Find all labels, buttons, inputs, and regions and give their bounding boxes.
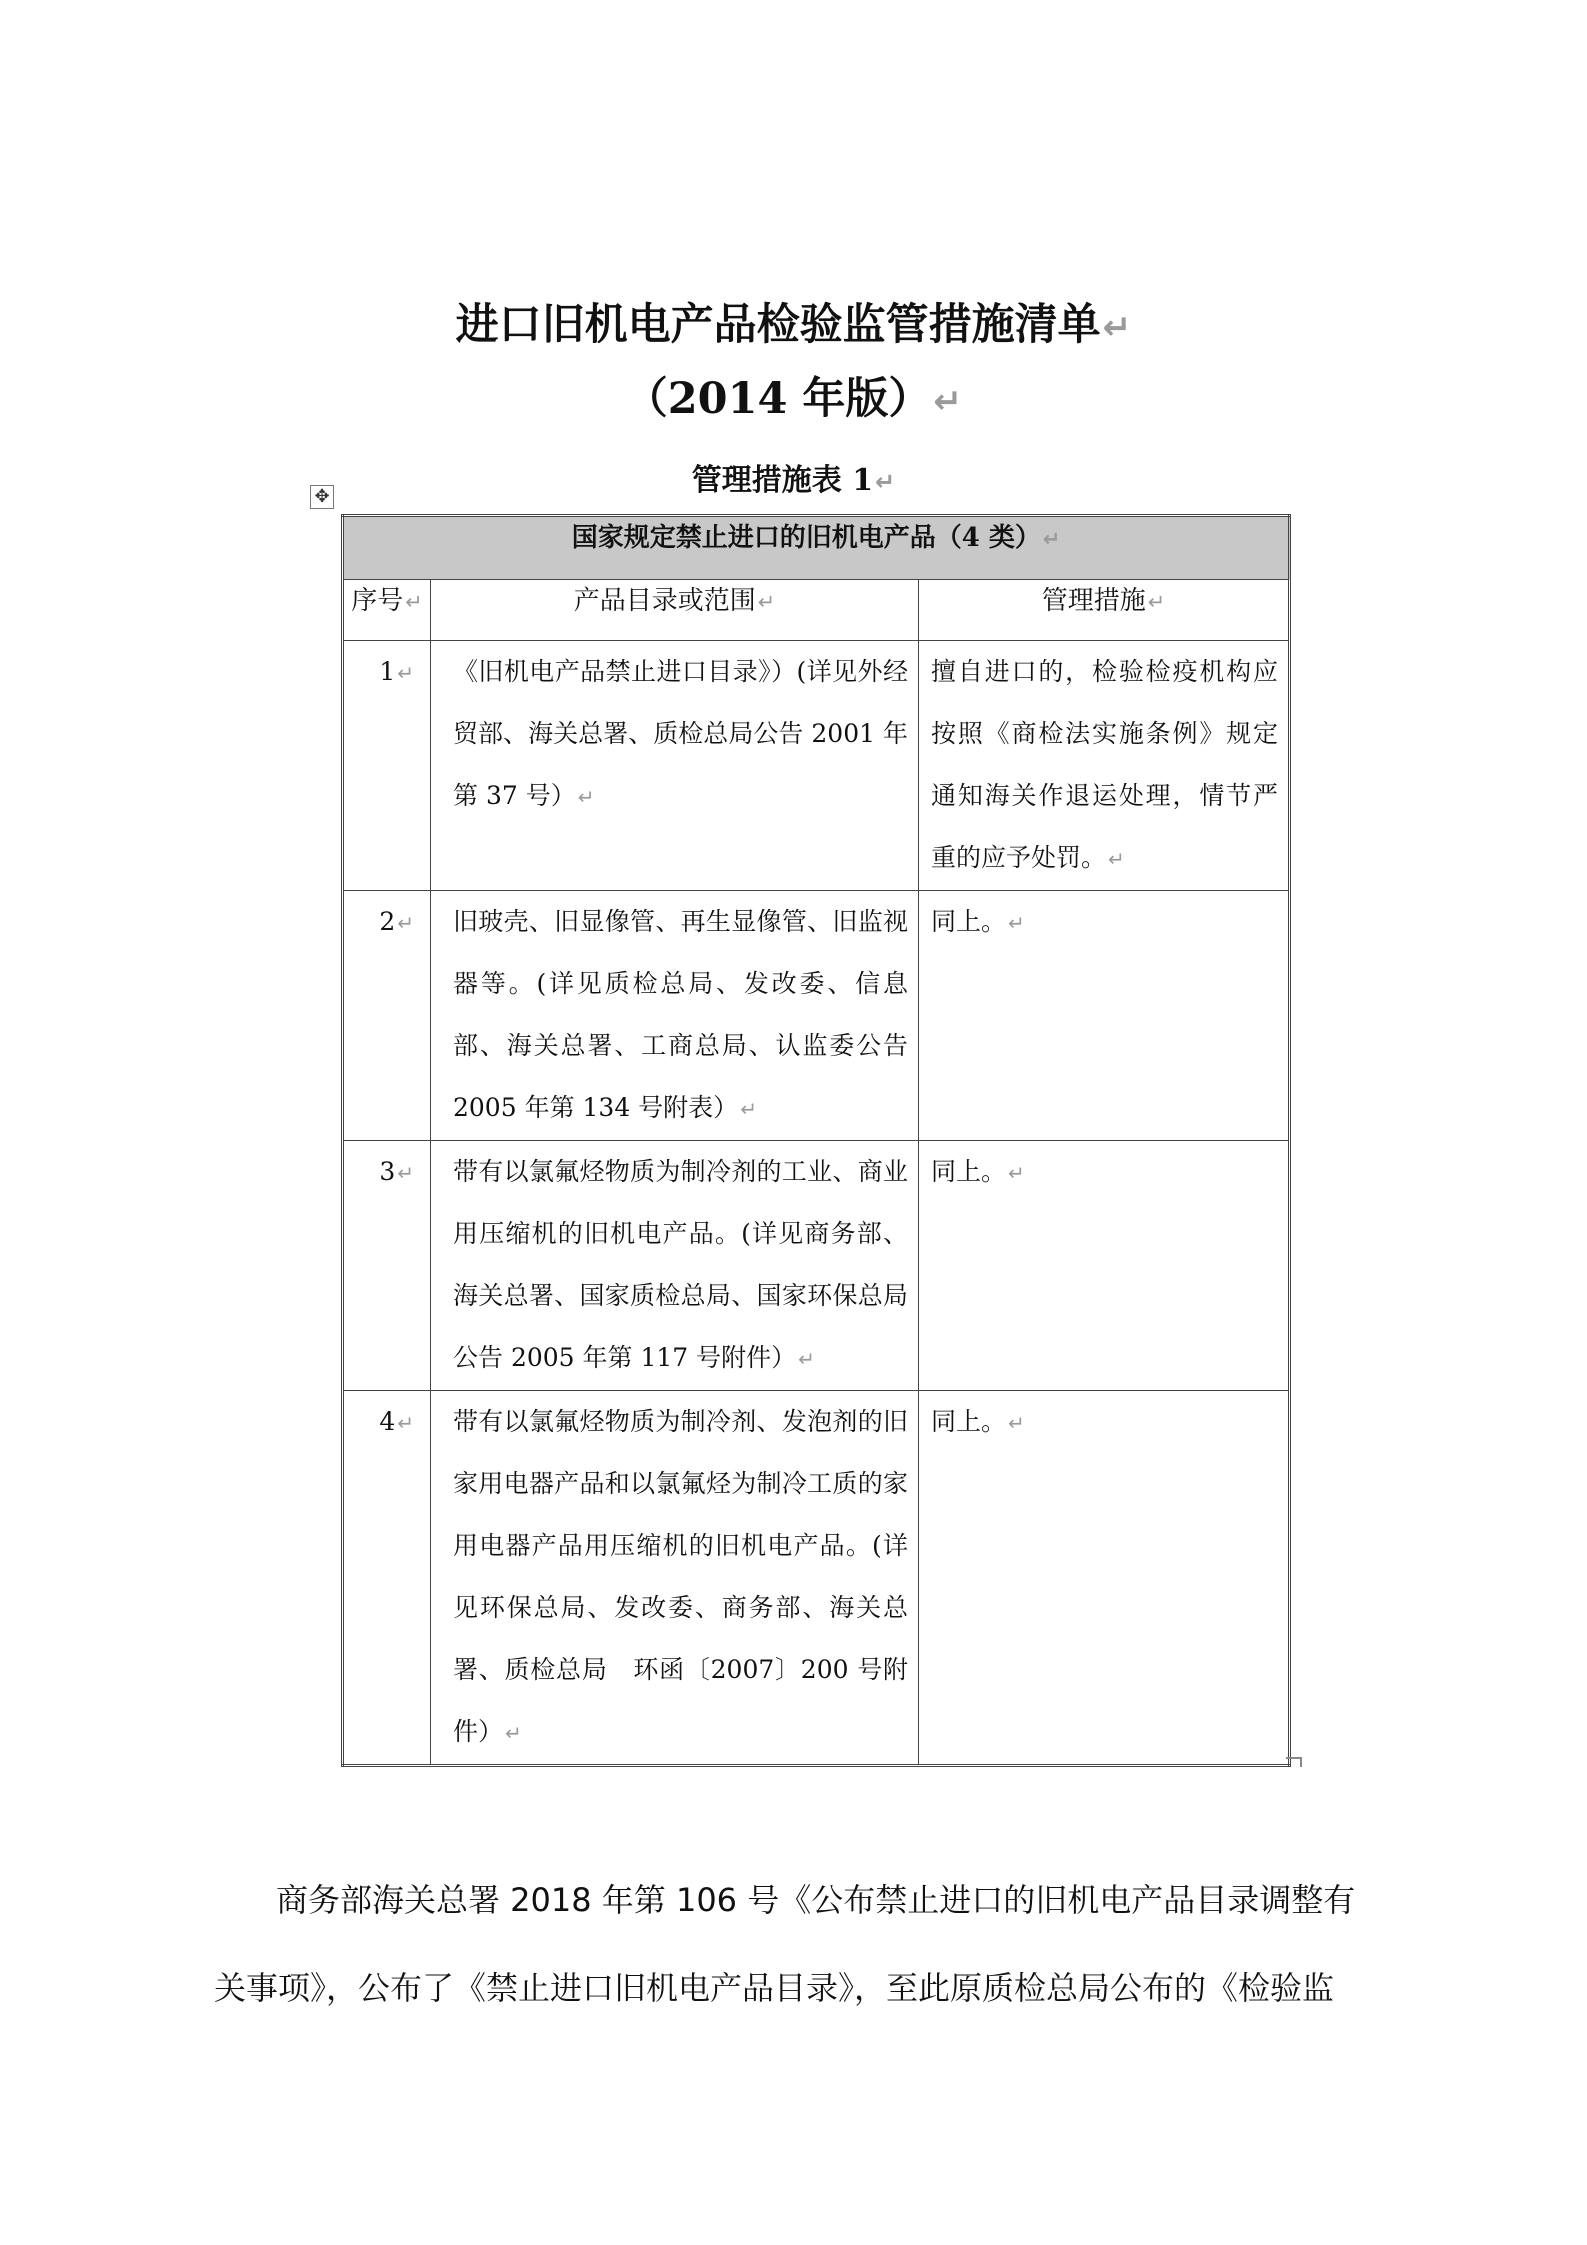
paragraph-mark-icon: ↵ [1108, 847, 1125, 871]
row-scope: 《旧机电产品禁止进口目录》）(详见外经贸部、海关总署、质检总局公告 2001 年第 37 号） ↵ [431, 641, 919, 891]
document-subtitle: （2014 年版）↵ [624, 374, 963, 424]
paragraph-mark-icon: ↵ [577, 785, 595, 809]
column-header-scope: 产品目录或范围↵ [431, 580, 919, 641]
table-move-handle-icon[interactable]: ✥ [310, 485, 334, 509]
paragraph-mark-icon: ↵ [397, 661, 414, 685]
row-measure: 同上。 ↵ [919, 1141, 1290, 1391]
paragraph-mark-icon: ↵ [397, 1411, 414, 1435]
table-group-header: 国家规定禁止进口的旧机电产品（4 类）↵ [343, 516, 1290, 580]
row-scope: 带有以氯氟烃物质为制冷剂、发泡剂的旧家用电器产品和以氯氟烃为制冷工质的家用电器产品用压缩机的旧机电产品。(详见环保总局、发改委、商务部、海关总署、质检总局 环函〔2007〕200 号附件） ↵ [431, 1391, 919, 1766]
document-title: 进口旧机电产品检验监管措施清单↵ [455, 300, 1132, 350]
table-caption: 管理措施表 1↵ [691, 463, 896, 498]
body-paragraph-line: 商务部海关总署 2018 年第 106 号《公布禁止进口的旧机电产品目录调整有 [276, 1881, 1356, 1919]
table-row [343, 891, 1290, 1141]
row-measure: 同上。 ↵ [919, 891, 1290, 1141]
column-header-no: 序号↵ [343, 580, 431, 641]
paragraph-mark-icon: ↵ [397, 911, 414, 935]
table-column-header-row [343, 580, 1290, 641]
paragraph-mark-icon: ↵ [1147, 590, 1166, 614]
measures-table [341, 514, 1291, 1767]
table-row [343, 641, 1290, 891]
row-measure: 同上。 ↵ [919, 1391, 1290, 1766]
row-number: 1 ↵ [343, 641, 431, 891]
paragraph-mark-icon: ↵ [1102, 308, 1132, 348]
body-paragraph-line: 关事项》，公布了《禁止进口旧机电产品目录》，至此原质检总局公布的《检验监 [214, 1969, 1335, 2007]
row-number: 2 ↵ [343, 891, 431, 1141]
table-row [343, 1391, 1290, 1766]
row-number: 4 ↵ [343, 1391, 431, 1766]
row-scope: 旧玻壳、旧显像管、再生显像管、旧监视器等。(详见质检总局、发改委、信息部、海关总署、工商总局、认监委公告 2005 年第 134 号附表） ↵ [431, 891, 919, 1141]
paragraph-mark-icon: ↵ [757, 590, 776, 614]
paragraph-mark-icon: ↵ [1008, 1411, 1025, 1435]
paragraph-mark-icon: ↵ [405, 590, 423, 614]
column-header-measure: 管理措施↵ [919, 580, 1290, 641]
paragraph-mark-icon: ↵ [875, 468, 896, 496]
paragraph-mark-icon: ↵ [933, 382, 963, 422]
paragraph-mark-icon: ↵ [1008, 911, 1025, 935]
table-resize-handle-icon[interactable] [1286, 1757, 1302, 1767]
paragraph-mark-icon: ↵ [1042, 527, 1061, 551]
paragraph-mark-icon: ↵ [740, 1097, 757, 1121]
row-scope: 带有以氯氟烃物质为制冷剂的工业、商业用压缩机的旧机电产品。(详见商务部、海关总署、国家质检总局、国家环保总局公告 2005 年第 117 号附件） ↵ [431, 1141, 919, 1391]
paragraph-mark-icon: ↵ [505, 1721, 522, 1745]
row-number: 3 ↵ [343, 1141, 431, 1391]
paragraph-mark-icon: ↵ [397, 1161, 414, 1185]
row-measure: 擅自进口的，检验检疫机构应按照《商检法实施条例》规定通知海关作退运处理，情节严重的应予处罚。 ↵ [919, 641, 1290, 891]
paragraph-mark-icon: ↵ [798, 1347, 815, 1371]
table-group-header-row [343, 516, 1290, 580]
table-row [343, 1141, 1290, 1391]
paragraph-mark-icon: ↵ [1008, 1161, 1025, 1185]
